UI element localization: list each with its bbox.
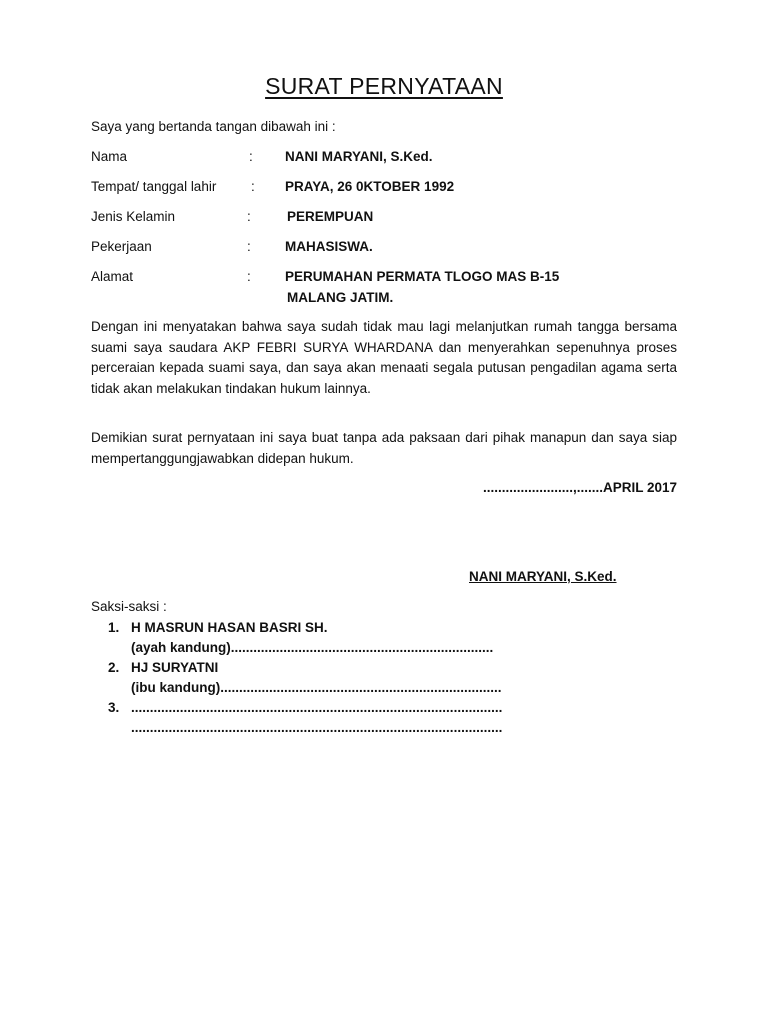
witness-number: 2. <box>108 660 120 675</box>
field-colon: : <box>249 149 253 164</box>
witness-number: 3. <box>108 700 120 715</box>
field-value-pekerjaan: MAHASISWA. <box>285 239 373 254</box>
intro-text: Saya yang bertanda tangan dibawah ini : <box>91 119 336 134</box>
field-value-nama: NANI MARYANI, S.Ked. <box>285 149 433 164</box>
witness-name: H MASRUN HASAN BASRI SH. <box>131 620 328 635</box>
witness-name-blank: ................................................................................................... <box>131 700 503 715</box>
field-label-nama: Nama <box>91 149 128 164</box>
witness-name: HJ SURYATNI <box>131 660 219 675</box>
field-label-jenis-kelamin: Jenis Kelamin <box>91 209 176 224</box>
witness-relation-blank: ................................................................................................... <box>131 720 503 735</box>
date-line: ........................,.......APRIL 2017 <box>482 480 677 495</box>
closing-paragraph: Demikian surat pernyataan ini saya buat tanpa ada paksaan dari pihak manapun dan saya siap mempertanggungjawabkan didepan hukum. <box>91 430 677 466</box>
field-value-ttl: PRAYA, 26 0KTOBER 1992 <box>285 179 455 194</box>
field-label-pekerjaan: Pekerjaan <box>91 239 152 254</box>
witness-relation: (ayah kandung)...................................................................... <box>131 640 494 655</box>
witness-number: 1. <box>108 620 120 635</box>
field-colon: : <box>247 239 251 254</box>
field-value-alamat-line2: MALANG JATIM. <box>287 290 394 305</box>
field-label-alamat: Alamat <box>91 269 134 284</box>
field-colon: : <box>247 209 251 224</box>
field-colon: : <box>247 269 251 284</box>
witness-relation: (ibu kandung)........................................................................... <box>131 680 502 695</box>
signature-name: NANI MARYANI, S.Ked. <box>469 569 617 584</box>
field-value-alamat: PERUMAHAN PERMATA TLOGO MAS B-15 <box>285 269 560 284</box>
field-colon: : <box>251 179 255 194</box>
document-title: SURAT PERNYATAAN <box>265 73 503 99</box>
statement-paragraph: Dengan ini menyatakan bahwa saya sudah tidak mau lagi melanjutkan rumah tangga bersama suami saya saudara AKP FEBRI SURYA WHARDANA dan menyerahkan sepenuhnya proses perceraian kepada suami saya, dan saya akan menaati segala putusan pengadilan agama serta tidak akan melakukan tindakan hukum lainnya. <box>91 319 677 396</box>
field-label-ttl: Tempat/ tanggal lahir <box>91 179 217 194</box>
field-value-jenis-kelamin: PEREMPUAN <box>287 209 374 224</box>
witness-heading: Saksi-saksi : <box>91 599 167 614</box>
